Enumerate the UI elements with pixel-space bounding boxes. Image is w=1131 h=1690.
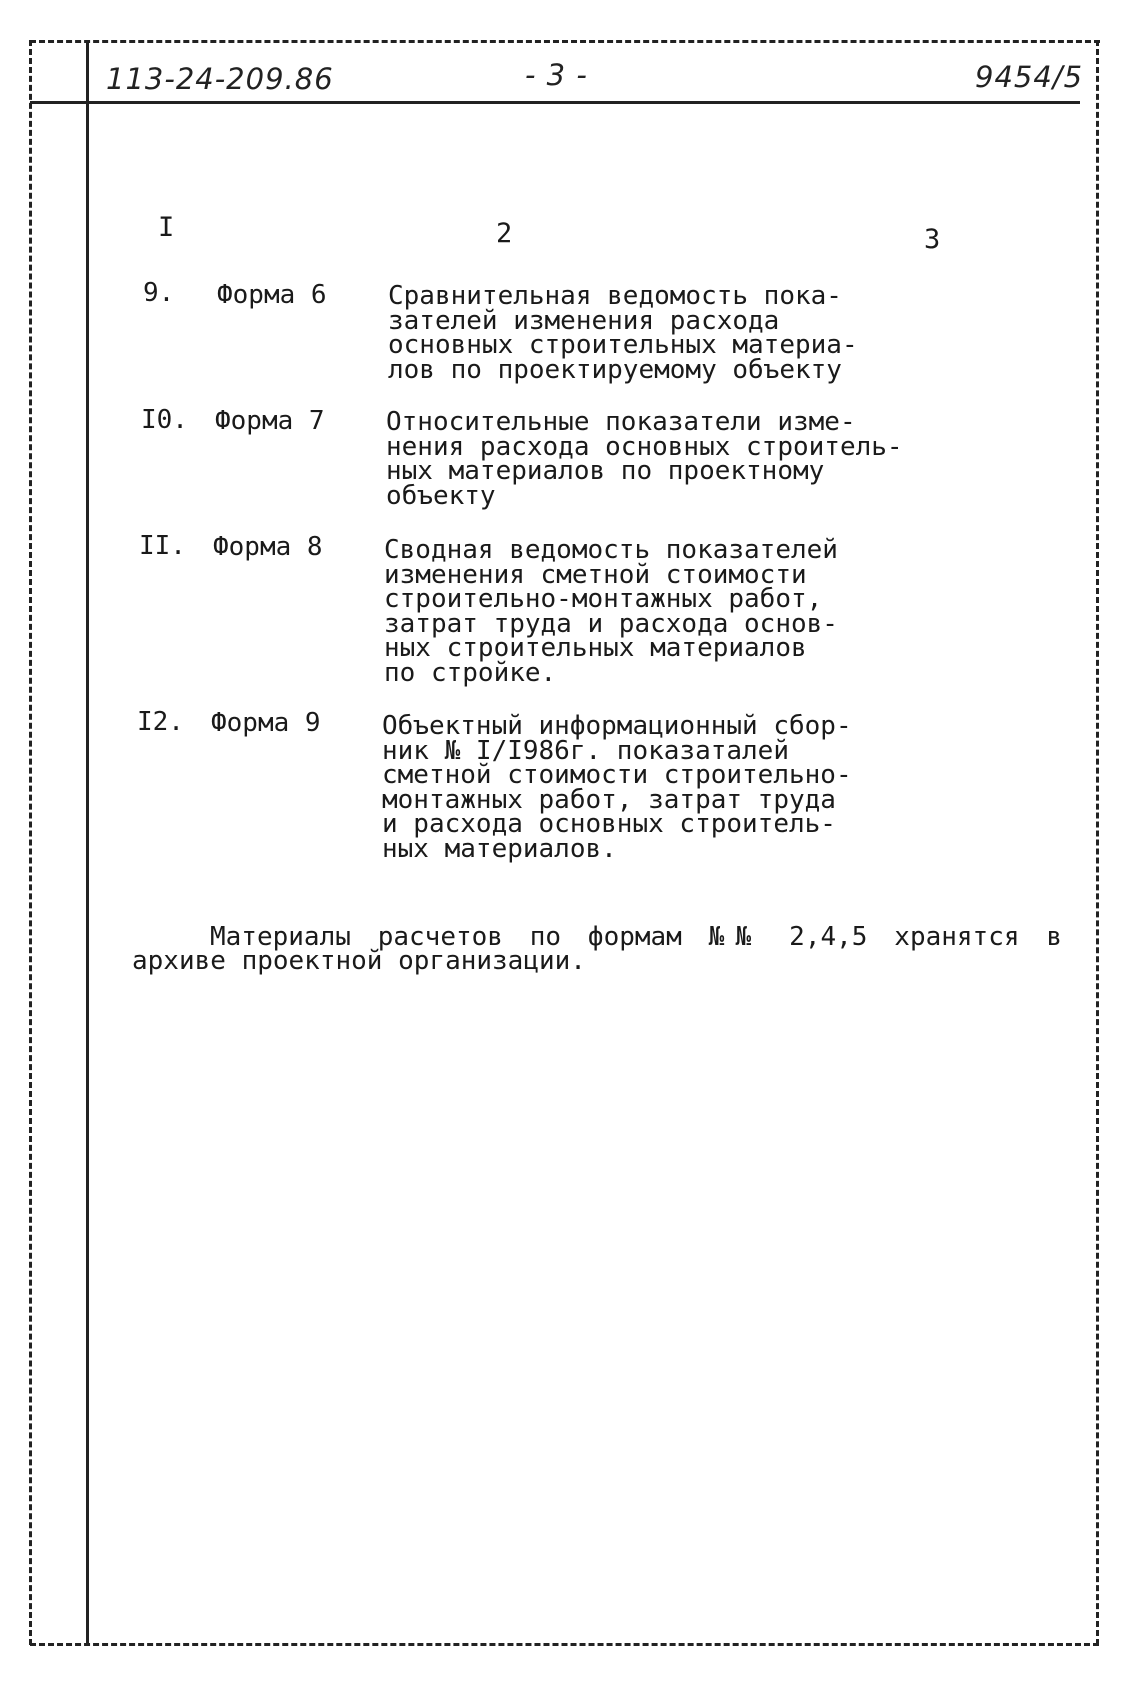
entry-description: Сводная ведомость показателей изменения сметной стоимости строительно-монтажных работ, затрат труда и расхода основ- ных строительных материалов по стройке. <box>384 535 838 688</box>
column-number-2: 2 <box>496 218 513 249</box>
entry-number: I2. <box>137 707 184 737</box>
archive-note: Материалы расчетов по формам №№ 2,4,5 хранятся в архиве проектной организации. <box>132 922 1062 976</box>
document-code: 113-24-209.86 <box>106 62 334 96</box>
entry-form: Форма 7 <box>215 406 325 436</box>
column-number-1: I <box>158 212 175 243</box>
entry-form: Форма 6 <box>217 280 327 310</box>
header-rule <box>30 101 1080 104</box>
page-frame-right <box>1096 40 1099 1645</box>
page-frame-left <box>29 40 32 1645</box>
page-frame-top <box>30 40 1100 43</box>
entry-description: Сравнительная ведомость пока- зателей изменения расхода основных строительных материа- лов по проектируемому объекту <box>388 281 858 385</box>
entry-number: II. <box>139 531 186 561</box>
entry-form: Форма 8 <box>213 532 323 562</box>
column-number-3: 3 <box>924 224 941 255</box>
entry-description: Относительные показатели изме- нения расхода основных строитель- ных материалов по проектному объекту <box>386 407 903 511</box>
entry-form: Форма 9 <box>211 708 321 738</box>
entry-number: 9. <box>143 278 175 308</box>
page-number: - 3 - <box>525 58 588 92</box>
page-frame-bottom <box>30 1643 1099 1646</box>
entry-number: I0. <box>141 405 188 435</box>
document-reference: 9454/5 <box>975 60 1084 94</box>
binding-margin-line <box>86 40 89 1645</box>
entry-description: Объектный информационный сбор- ник № I/I986г. показаталей сметной стоимости строительно- монтажных работ, затрат труда и расхода основных строитель- ных материалов. <box>382 711 852 864</box>
